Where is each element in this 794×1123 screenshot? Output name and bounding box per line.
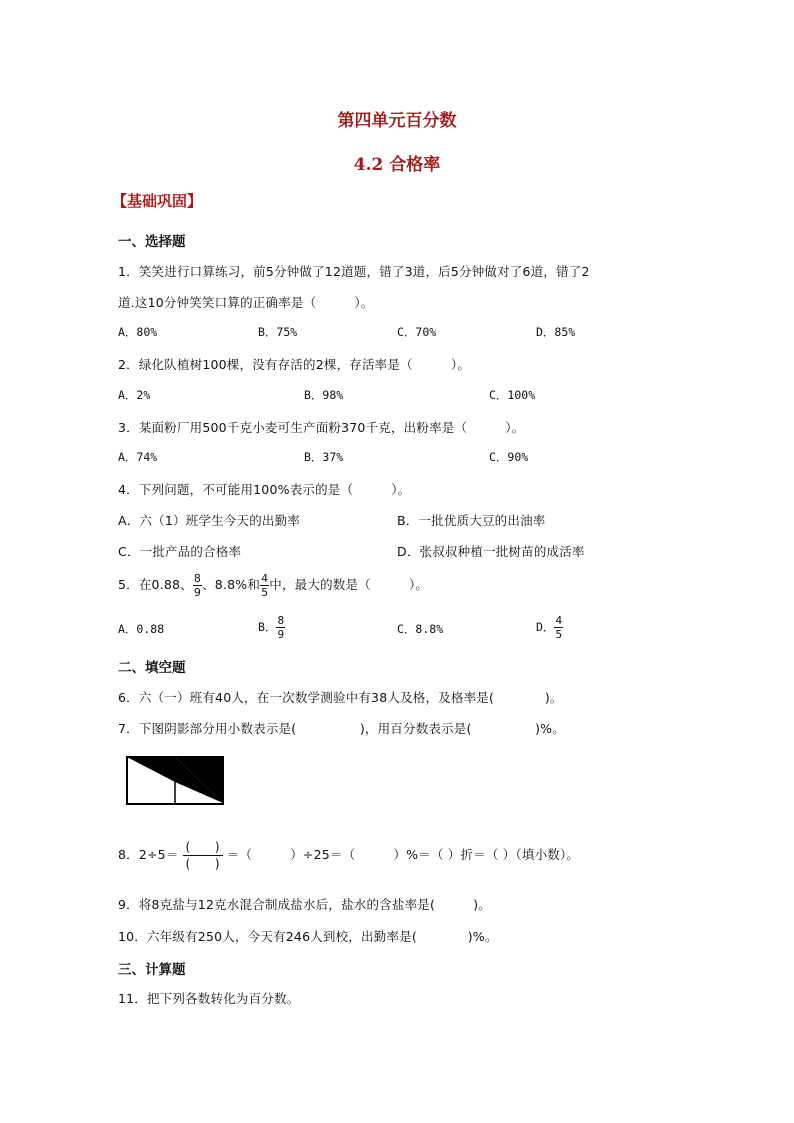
q3-text: 3．某面粉厂用500千克小麦可生产面粉370千克，出粉率是（ ）。 bbox=[118, 420, 525, 435]
q5-option-b-fraction bbox=[276, 615, 285, 640]
q5-option-d-fraction bbox=[554, 615, 563, 640]
q5-option-a[interactable]: A．0.88 bbox=[118, 622, 165, 636]
q5-option-d-denominator: 5 bbox=[555, 628, 563, 641]
q2-option-b[interactable]: B．98% bbox=[304, 388, 344, 402]
q5-fraction-2 bbox=[260, 573, 269, 598]
q2-option-a[interactable]: A．2% bbox=[118, 388, 151, 402]
q8-suffix: ＝（ ）÷25＝（ ）%＝（ ）折＝（ ）（填小数）。 bbox=[226, 847, 580, 862]
q5-fraction-1-numerator: 8 bbox=[193, 572, 202, 585]
q5-suffix: 中，最大的数是（ ）。 bbox=[269, 577, 429, 592]
q5-option-b-label: B． bbox=[258, 620, 277, 634]
q8-numerator-blank[interactable]: ( ) bbox=[183, 841, 223, 856]
q3-option-a[interactable]: A．74% bbox=[118, 450, 158, 464]
shaded-region-left bbox=[127, 757, 175, 782]
q4-text: 4．下列问题，不可能用100%表示的是（ ）。 bbox=[118, 482, 411, 497]
q2-text: 2．绿化队植树100棵，没有存活的2棵，存活率是（ ）。 bbox=[118, 357, 471, 372]
q5-option-d[interactable] bbox=[536, 609, 563, 645]
q5-fraction-1-denominator: 9 bbox=[193, 586, 202, 599]
section-label: 【基础巩固】 bbox=[112, 192, 203, 210]
q5-option-d-label: D． bbox=[536, 620, 555, 634]
q9-text: 9．将8克盐与12克水混合制成盐水后，盐水的含盐率是( )。 bbox=[118, 897, 491, 912]
q5-fraction-1 bbox=[193, 573, 202, 598]
q3-option-c[interactable]: C．90% bbox=[489, 450, 529, 464]
q4-option-d[interactable]: D．张叔叔种植一批树苗的成活率 bbox=[397, 544, 585, 559]
q1-option-b[interactable]: B．75% bbox=[258, 325, 298, 339]
q11-text: 11．把下列各数转化为百分数。 bbox=[118, 991, 300, 1006]
q5-prefix: 5．在0.88、 bbox=[118, 577, 193, 592]
q5-fraction-2-numerator: 4 bbox=[261, 572, 269, 585]
q5-text bbox=[118, 568, 428, 602]
q4-option-c[interactable]: C．一批产品的合格率 bbox=[118, 544, 242, 559]
q5-option-c[interactable]: C．8.8% bbox=[397, 622, 444, 636]
q5-fraction-2-denominator: 5 bbox=[261, 586, 269, 599]
part1-heading: 一、选择题 bbox=[118, 234, 186, 250]
page-subtitle: 4.2 合格率 bbox=[353, 155, 441, 175]
q6-text: 6．六（一）班有40人，在一次数学测验中有38人及格，及格率是( )。 bbox=[118, 690, 563, 705]
q3-option-b[interactable]: B．37% bbox=[304, 450, 344, 464]
q4-option-a[interactable]: A．六（1）班学生今天的出勤率 bbox=[118, 513, 301, 528]
q1-option-c[interactable]: C．70% bbox=[397, 325, 437, 339]
q2-option-c[interactable]: C．100% bbox=[489, 388, 536, 402]
page-title: 第四单元百分数 bbox=[337, 111, 457, 131]
q5-option-b-denominator: 9 bbox=[277, 628, 285, 641]
q1-option-a[interactable]: A．80% bbox=[118, 325, 158, 339]
q1-line1: 1．笑笑进行口算练习，前5分钟做了12道题，错了3道，后5分钟做对了6道，错了2 bbox=[118, 264, 590, 279]
q1-option-d[interactable]: D．85% bbox=[536, 325, 576, 339]
q10-text: 10．六年级有250人，今天有246人到校，出勤率是( )%。 bbox=[118, 929, 498, 944]
q1-line2: 道.这10分钟笑笑口算的正确率是（ ）。 bbox=[118, 295, 374, 310]
q5-option-b[interactable] bbox=[258, 609, 285, 645]
q7-text: 7．下图阴影部分用小数表示是( )，用百分数表示是( )%。 bbox=[118, 721, 565, 736]
part3-heading: 三、计算题 bbox=[118, 962, 186, 978]
q5-option-b-numerator: 8 bbox=[277, 614, 285, 627]
q5-mid: 、8.8%和 bbox=[202, 577, 261, 592]
q8-denominator-blank[interactable]: ( ) bbox=[185, 857, 220, 871]
shaded-rectangle-figure bbox=[126, 756, 224, 806]
q8-text bbox=[118, 834, 579, 876]
q4-option-b[interactable]: B．一批优质大豆的出油率 bbox=[397, 513, 546, 528]
part2-heading: 二、填空题 bbox=[118, 660, 186, 676]
q8-fraction[interactable] bbox=[183, 841, 223, 870]
q8-prefix: 8．2÷5＝ bbox=[118, 847, 179, 862]
q5-option-d-numerator: 4 bbox=[555, 614, 563, 627]
